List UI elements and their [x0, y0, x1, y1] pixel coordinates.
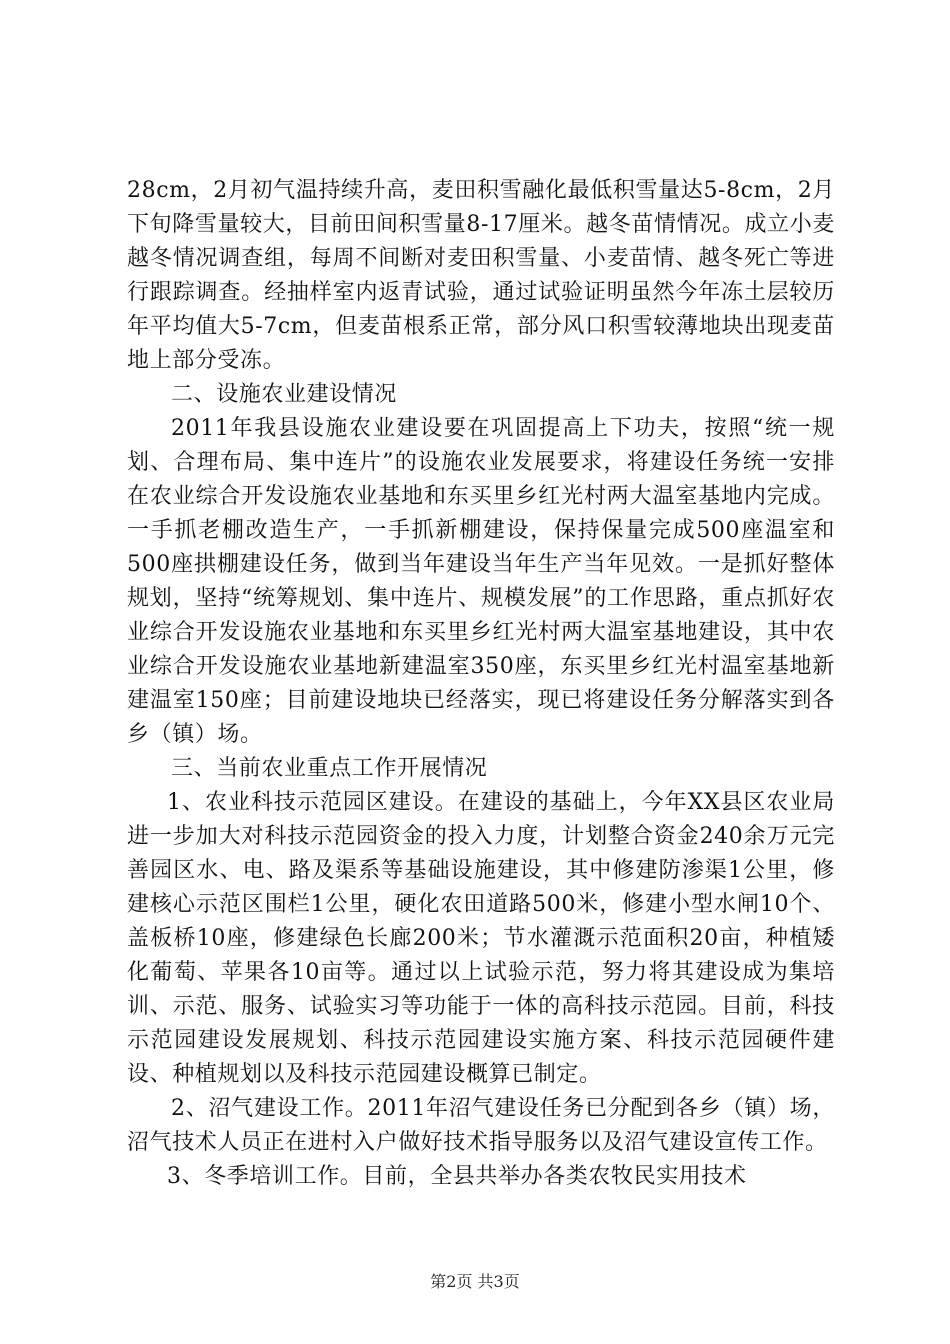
- paragraph-winter-training: 3、冬季培训工作。目前，全县共举办各类农牧民实用技术: [167, 1164, 747, 1189]
- document-body: [127, 174, 835, 1194]
- paragraph-winter-wheat: 28cm，2月初气温持续升高，麦田积雪融化最低积雪量达5-8cm，2月下旬降雪量较大，目前田间积雪量8-17厘米。越冬苗情情况。成立小麦越冬情况调查组，每周不间断对麦田积雪量、小麦苗情、越冬死亡等进行跟踪调查。经抽样室内返青试验，通过试验证明虽然今年冻土层较历年平均值大5-7cm，但麦苗根系正常，部分风口积雪较薄地块出现麦苗地上部分受冻。: [127, 178, 835, 373]
- paragraph-biogas: 2、沼气建设工作。2011年沼气建设任务已分配到各乡（镇）场，沼气技术人员正在进村入户做好技术指导服务以及沼气建设宣传工作。: [127, 1096, 835, 1155]
- page-number-footer: 第2页 共3页: [430, 1272, 520, 1291]
- section-heading-key-work: 三、当前农业重点工作开展情况: [171, 756, 488, 781]
- section-heading-facility-agriculture: 二、设施农业建设情况: [171, 382, 398, 407]
- paragraph-facility-agriculture: 2011年我县设施农业建设要在巩固提高上下功夫，按照“统一规划、合理布局、集中连片”的设施农业发展要求，将建设任务统一安排在农业综合开发设施农业基地和东买里乡红光村两大温室基地内完成。一手抓老棚改造生产，一手抓新棚建设，保持保量完成500座温室和500座拱棚建设任务，做到当年建设当年生产当年见效。一是抓好整体规划，坚持“统筹规划、集中连片、规模发展”的工作思路，重点抓好农业综合开发设施农业基地和东买里乡红光村两大温室基地建设，其中农业综合开发设施农业基地新建温室350座，东买里乡红光村温室基地新建温室150座；目前建设地块已经落实，现已将建设任务分解落实到各乡（镇）场。: [127, 416, 835, 747]
- paragraph-tech-demo-park: 1、农业科技示范园区建设。在建设的基础上，今年XX县区农业局进一步加大对科技示范园资金的投入力度，计划整合资金240余万元完善园区水、电、路及渠系等基础设施建设，其中修建防渗渠1公里，修建核心示范区围栏1公里，硬化农田道路500米，修建小型水闸10个、盖板桥10座，修建绿色长廊200米；节水灌溉示范面积20亩，种植矮化葡萄、苹果各10亩等。通过以上试验示范，努力将其建设成为集培训、示范、服务、试验实习等功能于一体的高科技示范园。目前，科技示范园建设发展规划、科技示范园建设实施方案、科技示范园硬件建设、种植规划以及科技示范园建设概算已制定。: [127, 790, 835, 1087]
